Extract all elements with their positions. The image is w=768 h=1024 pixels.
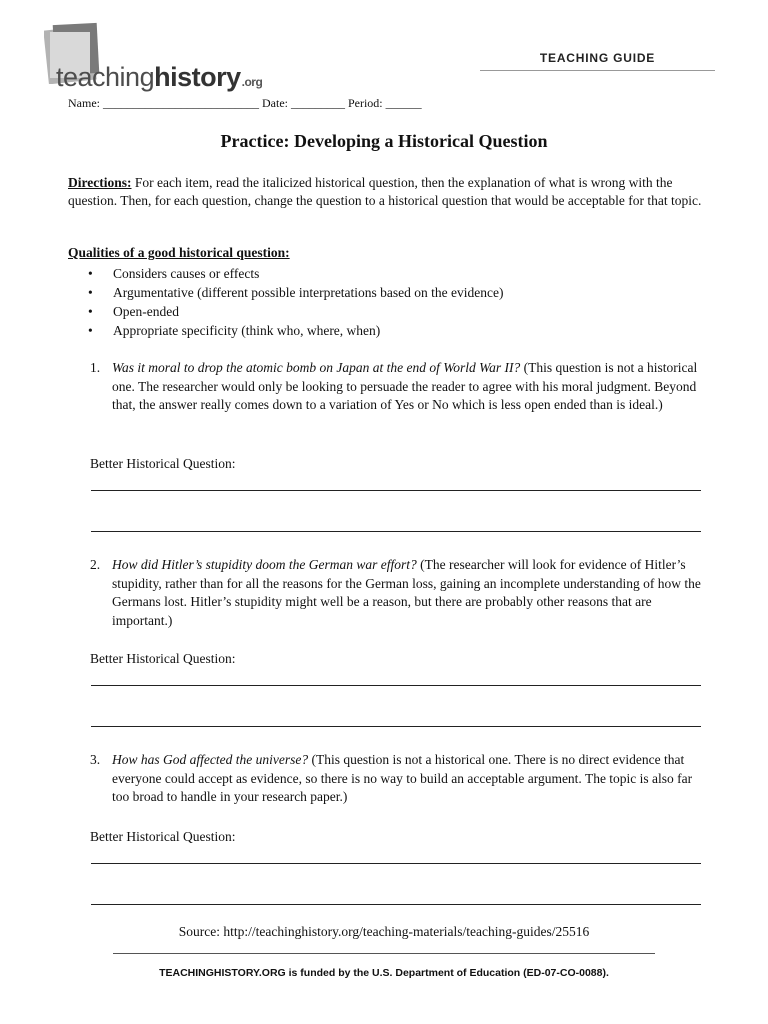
list-item bbox=[88, 302, 504, 321]
question-item-1 bbox=[90, 359, 702, 415]
list-item-text: Appropriate specificity (think who, where, when) bbox=[113, 323, 381, 338]
question-number: 2. bbox=[90, 557, 101, 572]
question-italic: How did Hitler’s stupidity doom the German war effort? bbox=[112, 557, 417, 572]
question-number: 1. bbox=[90, 360, 101, 375]
bullet-icon: • bbox=[88, 323, 93, 338]
bullet-icon: • bbox=[88, 304, 93, 319]
list-item-text: Considers causes or effects bbox=[113, 266, 260, 281]
better-question-label: Better Historical Question: bbox=[90, 829, 236, 844]
question-explanation: (This question is not a historical one. There is no direct evidence that everyone could accept as evidence, so there is no way to build an acceptable argument. The topic is also far too broad to handle in your research paper.) bbox=[112, 752, 693, 804]
list-item bbox=[88, 283, 504, 302]
header-rule bbox=[480, 70, 715, 71]
footer-rule bbox=[113, 953, 655, 954]
question-explanation: (The researcher will look for evidence of Hitler’s stupidity, rather than for all the reasons for the German loss, gaining an incomplete understanding of how the Germans lost. Hitler’s stupidity might well be a reason, but there are probably other reasons that are important.) bbox=[112, 557, 701, 628]
better-question-label: Better Historical Question: bbox=[90, 456, 236, 471]
answer-line[interactable] bbox=[91, 904, 701, 905]
list-item bbox=[88, 264, 504, 283]
better-question-label: Better Historical Question: bbox=[90, 651, 236, 666]
answer-line[interactable] bbox=[91, 726, 701, 727]
question-number: 3. bbox=[90, 752, 101, 767]
directions-paragraph bbox=[68, 174, 708, 210]
question-body bbox=[90, 556, 702, 630]
list-item-text: Argumentative (different possible interpretations based on the evidence) bbox=[113, 285, 504, 300]
question-item-2 bbox=[90, 556, 702, 630]
answer-line[interactable] bbox=[91, 490, 701, 491]
list-item-text: Open-ended bbox=[113, 304, 179, 319]
answer-line[interactable] bbox=[91, 531, 701, 532]
question-explanation: (This question is not a historical one. The researcher would only be looking to persuade the reader to agree with his moral judgment. Beyond that, the answer really comes down to a variation of Yes or No which is less open ended than is ideal.) bbox=[112, 360, 698, 412]
logo-text-history: history bbox=[154, 62, 241, 92]
logo-text-teaching: teaching bbox=[56, 62, 155, 92]
question-body bbox=[90, 359, 702, 415]
funding-footer: TEACHINGHISTORY.ORG is funded by the U.S. Department of Education (ED-07-CO-0088). bbox=[159, 967, 609, 979]
site-logo bbox=[44, 22, 274, 92]
bullet-icon: • bbox=[88, 266, 93, 281]
teaching-guide-label: TEACHING GUIDE bbox=[539, 51, 656, 65]
source-citation: Source: http://teachinghistory.org/teaching-materials/teaching-guides/25516 bbox=[178, 924, 590, 939]
answer-line[interactable] bbox=[91, 863, 701, 864]
question-item-3 bbox=[90, 751, 702, 807]
qualities-list bbox=[88, 264, 504, 340]
bullet-icon: • bbox=[88, 285, 93, 300]
list-item bbox=[88, 321, 504, 340]
question-body bbox=[90, 751, 702, 807]
page-title: Practice: Developing a Historical Question bbox=[220, 131, 548, 151]
directions-label: Directions: bbox=[68, 175, 132, 190]
logo-wordmark bbox=[56, 62, 262, 93]
name-date-period-line: Name: __________________________ Date: _________ Period: ______ bbox=[68, 96, 422, 110]
logo-text-tld: .org bbox=[241, 75, 263, 89]
qualities-heading: Qualities of a good historical question: bbox=[68, 245, 290, 260]
question-italic: Was it moral to drop the atomic bomb on Japan at the end of World War II? bbox=[112, 360, 521, 375]
question-italic: How has God affected the universe? bbox=[112, 752, 309, 767]
answer-line[interactable] bbox=[91, 685, 701, 686]
directions-text: For each item, read the italicized historical question, then the explanation of what is wrong with the question. Then, for each question, change the question to a historical question that would be acceptable for that topic. bbox=[68, 175, 702, 208]
